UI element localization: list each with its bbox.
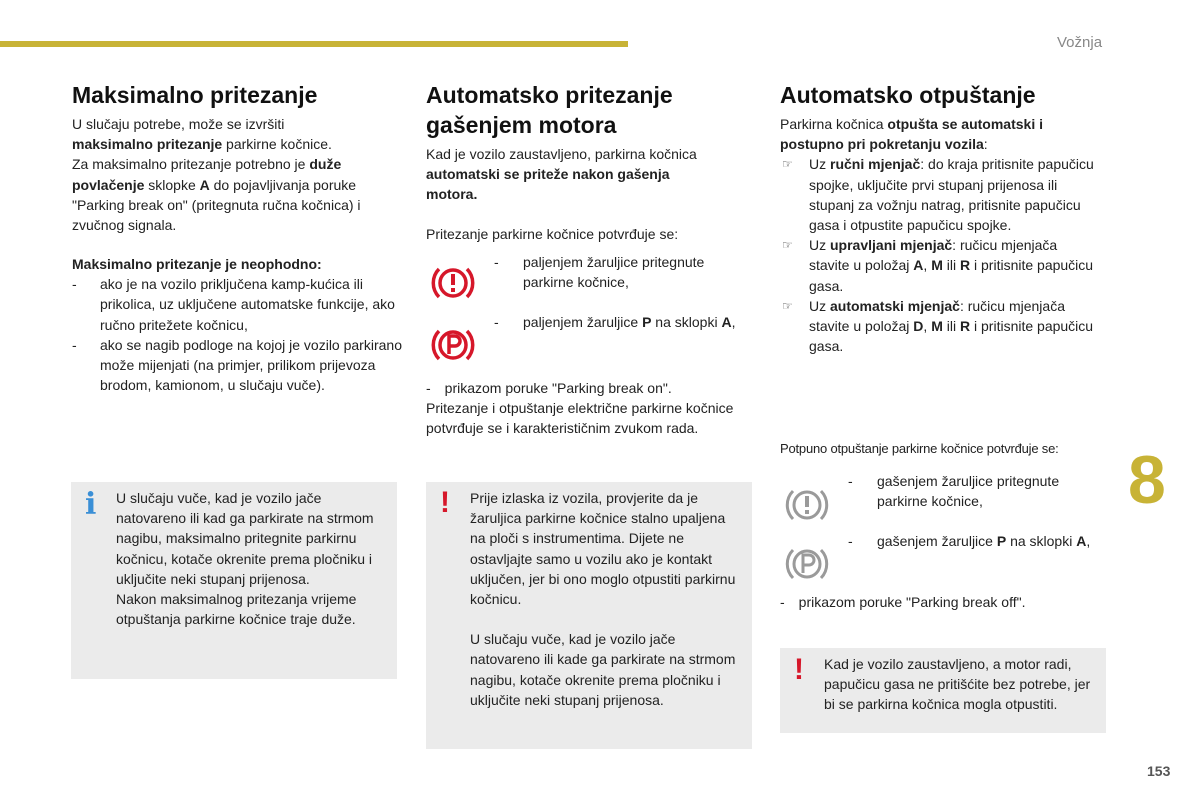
list-item: ☞ Uz upravljani mjenjač: ručicu mjenjača stavite u položaj A, M ili R i pritisnite papučicu gasa. [782,237,1094,294]
hand-pointer-icon: ☞ [782,238,793,253]
chapter-number: 8 [1128,442,1166,518]
list-item: - ako je na vozilo priključena kamp-kućica ili prikolica, uz uključene automatske funkcije, ako ručno pritežete kočnicu, [72,276,395,333]
lamp-item: - paljenjem žaruljice pritegnute parkirne kočnice, [494,254,705,291]
lamp-item: - gašenjem žaruljice pritegnute parkirne kočnice, [848,473,1060,510]
info-icon: i [85,487,97,522]
list-item: - ako se nagib podloge na kojoj je vozilo parkirano može mijenjati (na primjer, prilikom prijevoza brodom, kamionom, u slučaju vuče). [72,336,402,394]
intro-text-bold: automatski se priteže nakon gašenja motora. [426,166,670,203]
tightening-after [426,378,751,439]
auto-release-content [780,114,1098,356]
page-number: 153 [1147,763,1171,779]
warning-icon: ! [440,486,450,519]
necessary-list [72,254,402,395]
info-text: U slučaju vuče, kad je vozilo jače natovareno ili kad ga parkirate na strmom nagibu, maksimalno pritegnite parkirnu kočnicu, kotače okrenite prema pločniku i uključite neki stupanj prijenosa. [116,490,374,587]
release-confirm: Potpuno otpuštanje parkirne kočnice potvrđuje se: [780,441,1059,456]
release-message: - prikazom poruke "Parking break off". [780,594,1026,610]
column-max-tightening [72,80,402,110]
brake-warning-lamp-icon [430,260,476,306]
warning-icon: ! [794,653,804,686]
info-text: Nakon maksimalnog pritezanja vrijeme otpuštanja parkirne kočnice traje duže. [116,591,357,628]
brake-lamp-off-icon [784,482,830,528]
intro-line: U slučaju potrebe, može se izvršiti [72,116,285,132]
intro-line: zvučnog signala. [72,217,177,234]
list-item: ☞ Uz ručni mjenjač: do kraja pritisnite papučicu spojke, uključite prvi stupanj prijenosa ili stupanj za vožnju natrag, pritisnite papučicu gasa i otpustite papučicu spojke. [782,156,1094,234]
warning-box [426,482,752,749]
auto-tightening-intro [426,144,746,205]
lamp-item: - gašenjem žaruljice P na sklopki A, [848,533,1091,549]
section-title: Vožnja [1057,34,1103,51]
hand-pointer-icon: ☞ [782,298,793,313]
message-line: - prikazom poruke "Parking break on". [426,380,672,396]
release-warning-box [780,648,1106,733]
info-box [71,482,397,679]
hand-pointer-icon: ☞ [782,157,793,172]
intro-line: povlačenje sklopke A do pojavljivanja poruke [72,176,357,193]
tightening-confirm: Pritezanje parkirne kočnice potvrđuje se: [426,226,679,242]
column-auto-release [780,80,1110,110]
release-intro: Parkirna kočnica otpušta se automatski i postupno pri pokretanju vozila: [780,116,1043,153]
intro-line: "Parking break on" (pritegnuta ručna kočnica) i [72,196,361,213]
list-item: ☞ Uz automatski mjenjač: ručicu mjenjača stavite u položaj D, M ili R i pritisnite papučicu gasa. [782,297,1094,355]
parking-p-lamp-off-icon [784,541,830,587]
intro-line: Za maksimalno pritezanje potrebno je duže [72,156,342,173]
heading-auto-tightening: Automatsko pritezanje gašenjem motora [426,82,673,138]
after-text: Pritezanje i otpuštanje električne parkirne kočnice potvrđuje se i karakterističnim zvukom rada. [426,400,734,437]
lamp-item: - paljenjem žaruljice P na sklopki A, [494,314,736,330]
warning-text: Prije izlaska iz vozila, provjerite da je žaruljica parkirne kočnice stalno upaljena na ploči s instrumentima. Dijete ne ostavljajte samo u vozilu ako je kontakt uključen, jer bi ono moglo otpustiti parkirnu kočnicu. [470,490,736,608]
column-auto-tightening [426,80,756,140]
necessary-heading: Maksimalno pritezanje je neophodno: [72,256,322,272]
warning-text: U slučaju vuče, kad je vozilo jače natovareno ili kade ga parkirate na strmom nagibu, kotače okrenite prema pločniku i uključite neki stupanj prijenosa. [470,631,736,708]
max-tightening-intro [72,114,402,235]
intro-line: maksimalno pritezanje parkirne kočnice. [72,136,332,153]
header-accent-bar [0,41,628,47]
parking-p-lamp-icon [430,322,476,368]
warning-text: Kad je vozilo zaustavljeno, a motor radi, papučicu gasa ne pritišćite bez potrebe, jer bi se parkirna kočnica mogla otpustiti. [824,656,1091,713]
heading-max-tightening: Maksimalno pritezanje [72,82,318,108]
heading-auto-release: Automatsko otpuštanje [780,82,1036,108]
intro-text: Kad je vozilo zaustavljeno, parkirna kočnica [426,146,697,162]
